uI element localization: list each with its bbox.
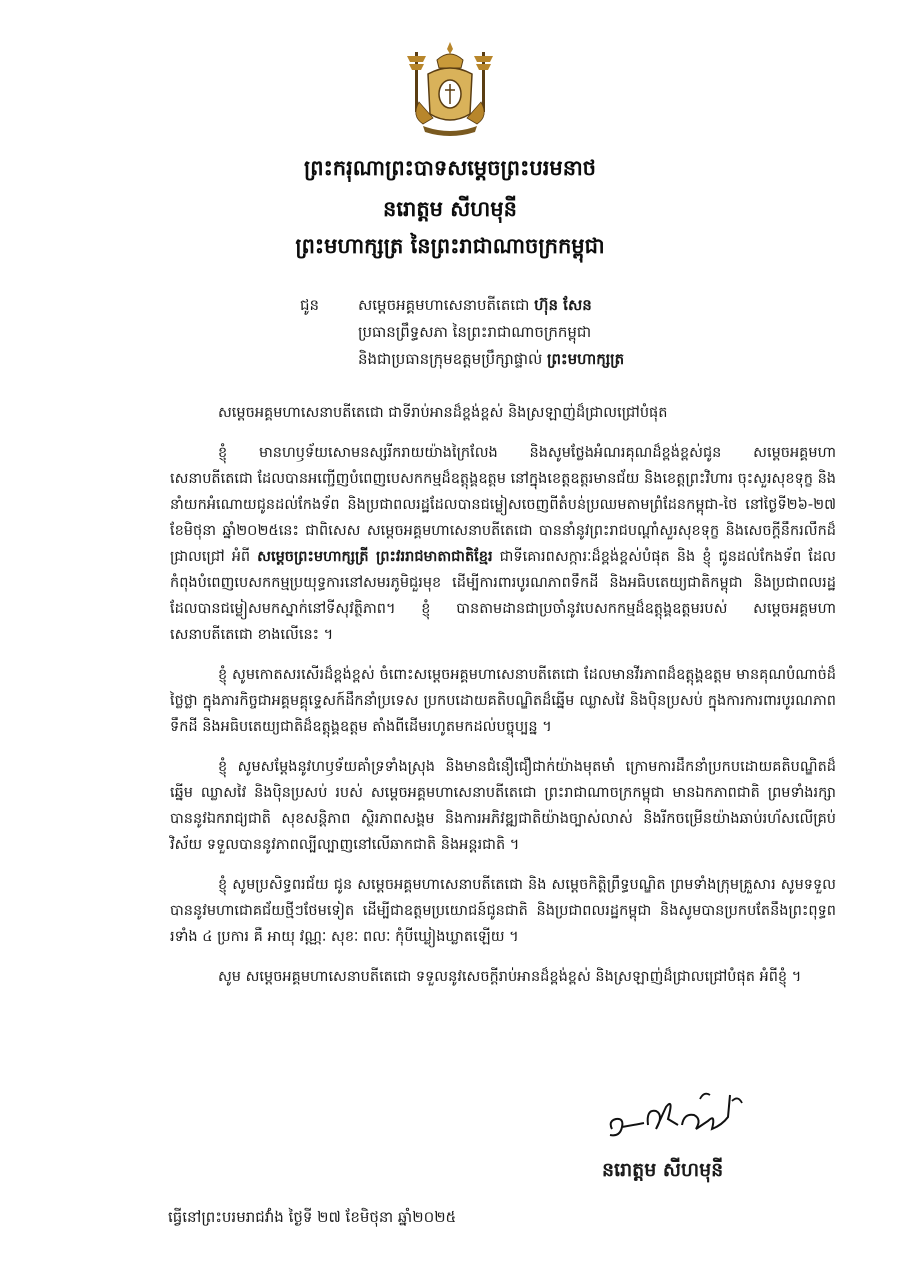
salutation-paragraph: សម្ដេចអគ្គមហាសេនាបតីតេជោ ជាទីរាប់អានដ៏ខ្ពង់ខ្ពស់ និងស្រឡាញ់ដ៏ជ្រាលជ្រៅបំផុត xyxy=(218,405,668,421)
place-date-line: ធ្វើនៅព្រះបរមរាជវាំង ថ្ងៃទី ២៧ ខែមិថុនា ឆ្នាំ២០២៥ xyxy=(168,1208,457,1226)
addressee-line-2: ប្រធានព្រឹទ្ធសភា នៃព្រះរាជាណាចក្រកម្ពុជា xyxy=(358,323,592,341)
addressee-title: សម្ដេចអគ្គមហាសេនាបតីតេជោ xyxy=(358,296,535,314)
royal-coat-of-arms-emblem xyxy=(395,40,505,140)
paragraph-1-text-a: ខ្ញុំ មានហឫទ័យសោមនស្សរីករាយយ៉ាងក្រៃលែង និងសូមថ្លែងអំណរគុណដ៏ខ្ពង់ខ្ពស់ជូន សម្ដេចអគ្គមហាសេនាបតីតេជោ ដែលបានអញ្ជើញបំពេញបេសកកម្មដ៏ឧត្ដុង្គឧត្ដម នៅក្នុងខេត្តឧត្ដរមានជ័យ និងខេត្តព្រះវិហារ ចុះសួរសុខទុក្ខ និងនាំយកអំណោយជូនដល់កែងទ័ព និងប្រជាពលរដ្ឋដែលបានជម្លៀសចេញពីតំបន់ប្រឈមតាមព្រំដែនកម្ពុជា-ថៃ នៅថ្ងៃទី២៦-២៧ ខែមិថុនា ឆ្នាំ២០២៥នេះ ជាពិសេស សម្ដេចអគ្គមហាសេនាបតីតេជោ បាននាំនូវព្រះរាជបណ្ដាំសួរសុខទុក្ខ និងសេចក្ដីនឹករលឹកដ៏ជ្រាលជ្រៅ អំពី xyxy=(170,445,836,565)
closing-paragraph: សូម សម្ដេចអគ្គមហាសេនាបតីតេជោ ទទួលនូវសេចក្ដីរាប់អានដ៏ខ្ពង់ខ្ពស់ និងស្រឡាញ់ដ៏ជ្រាលជ្រៅបំផុត អំពីខ្ញុំ ។ xyxy=(218,969,802,985)
addressee-line-3 xyxy=(358,346,860,373)
addressee-label: ជូន xyxy=(300,296,320,314)
paragraph-1-queen-mother: សម្ដេចព្រះមហាក្សត្រី ព្រះវររាជមាតាជាតិខ្មែរ xyxy=(257,549,493,565)
letter-body xyxy=(170,400,836,1004)
body-paragraph-3: ខ្ញុំ សូមសម្ដែងនូវហឫទ័យគាំទ្រទាំងស្រុង និងមានជំនឿជឿជាក់យ៉ាងមុតមាំ ក្រោមការដឹកនាំប្រកបដោយគតិបណ្ឌិតដ៏ឆ្នើម ឈ្លាសវៃ និងប៉ិនប្រសប់ របស់ សម្ដេចអគ្គមហាសេនាបតីតេជោ ព្រះរាជាណាចក្រកម្ពុជា មានឯកភាពជាតិ ព្រមទាំងរក្សាបាននូវឯករាជ្យជាតិ សុខសន្ដិភាព ស្ថិរភាពសង្គម និងការអភិវឌ្ឍជាតិយ៉ាងច្បាស់លាស់ និងរីកចម្រើនយ៉ាងឆាប់រហ័សលើគ្រប់វិស័យ ទទួលបាននូវភាពល្បីល្បាញនៅលើឆាកជាតិ និងអន្ដរជាតិ ។ xyxy=(170,759,836,853)
handwritten-signature xyxy=(604,1085,754,1145)
body-paragraph-4: ខ្ញុំ សូមប្រសិទ្ធពរជ័យ ជូន សម្ដេចអគ្គមហាសេនាបតីតេជោ និង សម្ដេចកិត្ដិព្រឹទ្ធបណ្ឌិត ព្រមទាំងក្រុមគ្រួសារ សូមទទួលបាននូវមហាជោគជ័យថ្មីៗថែមទៀត ដើម្បីជាឧត្ដមប្រយោជន៍ជូនជាតិ និងប្រជាពលរដ្ឋកម្ពុជា និងសូមបានប្រកបតែនឹងព្រះពុទ្ធពរទាំង ៤ ប្រការ គឺ អាយុ វណ្ណៈ សុខៈ ពលៈ កុំបីឃ្លៀងឃ្លាតឡើយ ។ xyxy=(170,877,836,945)
royal-position: ព្រះមហាក្សត្រ នៃព្រះរាជាណាចក្រកម្ពុជា xyxy=(295,233,605,258)
addressee-role: និងជាប្រធានក្រុមឧត្ដមប្រឹក្សាផ្ទាល់ xyxy=(358,350,548,368)
addressee-line-1 xyxy=(358,292,860,319)
paragraph-1-text-b: ជាទីគោរពសក្ការៈដ៏ខ្ពង់ខ្ពស់បំផុត និង ខ្ញុំ ជូនដល់កែងទ័ព ដែលកំពុងបំពេញបេសកកម្មប្រយុទ្ធការនៅសមរភូមិជួរមុខ ដើម្បីការពារបូរណភាពទឹកដី និងអធិបតេយ្យជាតិកម្ពុជា និងប្រជាពលរដ្ឋដែលបានជម្លៀសមកស្នាក់នៅទីសុវត្ថិភាព។ ខ្ញុំ បានតាមដានជាប្រចាំនូវបេសកកម្មដ៏ឧត្ដុង្គឧត្ដមរបស់ សម្ដេចអគ្គមហាសេនាបតីតេជោ ខាងលើនេះ ។ xyxy=(170,549,836,643)
royal-title: ព្រះករុណាព្រះបាទសម្ដេចព្រះបរមនាថ xyxy=(303,155,597,180)
addressee-name: ហ៊ុន សែន xyxy=(534,296,592,314)
royal-name: នរោត្ដម សីហមុនី xyxy=(383,196,517,221)
signer-name: នរោត្ដម សីហមុនី xyxy=(602,1159,724,1181)
body-paragraph-1 xyxy=(170,440,836,648)
addressee-role-bold: ព្រះមហាក្សត្រ xyxy=(547,350,625,368)
addressee-block xyxy=(300,292,860,373)
body-paragraph-2: ខ្ញុំ សូមកោតសរសើរដ៏ខ្ពង់ខ្ពស់ ចំពោះសម្ដេចអគ្គមហាសេនាបតីតេជោ ដែលមានវីរភាពដ៏ឧត្ដុង្គឧត្ដម មានគុណបំណាច់ដ៏ថ្លៃថ្លា ក្នុងភារកិច្ចជាអគ្គមគ្គុទ្ទេសក៍ដឹកនាំប្រទេស ប្រកបដោយគតិបណ្ឌិតដ៏ឆ្នើម ឈ្លាសវៃ និងប៉ិនប្រសប់ ក្នុងការការពារបូរណភាពទឹកដី និងអធិបតេយ្យជាតិដ៏ឧត្ដុង្គឧត្ដម តាំងពីដើមរហូតមកដល់បច្ចុប្បន្ន ។ xyxy=(170,667,836,735)
